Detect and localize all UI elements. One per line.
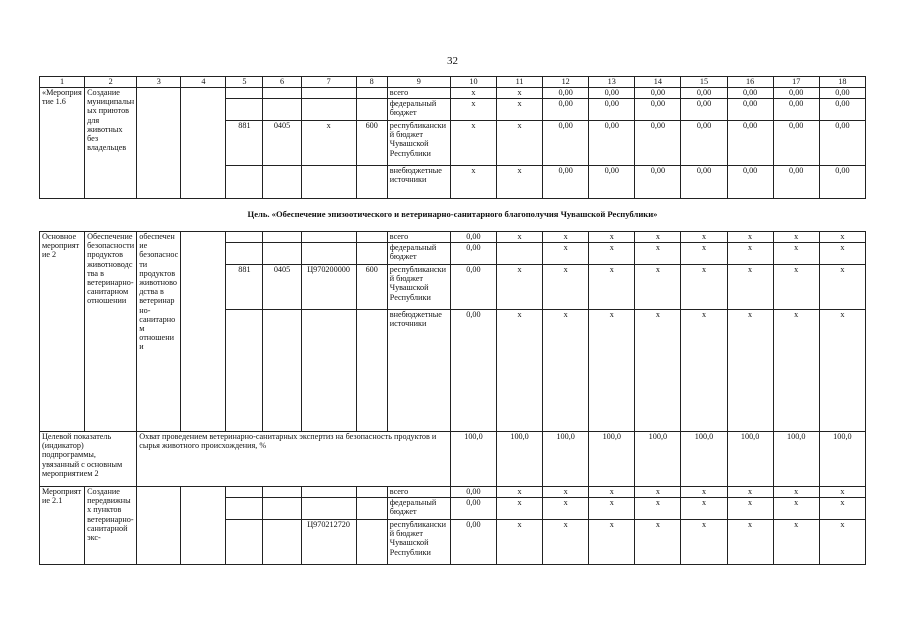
value-cell: 0,00 [635, 88, 681, 99]
column-number: 1 [40, 77, 85, 88]
value-cell: x [635, 243, 681, 265]
value-cell: x [727, 243, 773, 265]
value-cell: 100,0 [681, 432, 727, 487]
value-cell: 0,00 [450, 520, 496, 565]
empty-cell [137, 88, 181, 199]
value-cell: 100,0 [819, 432, 865, 487]
value-cell: 0,00 [727, 88, 773, 99]
empty-cell [263, 487, 301, 498]
value-cell: 100,0 [773, 432, 819, 487]
csr-code: Ц970200000 [301, 265, 356, 310]
value-cell: 0,00 [773, 166, 819, 199]
column-number: 15 [681, 77, 727, 88]
funding-source: республиканский бюджет Чувашской Республики [387, 265, 450, 310]
rz-code: 0405 [263, 121, 301, 166]
value-cell: x [727, 498, 773, 520]
value-cell: x [543, 520, 589, 565]
empty-cell [301, 487, 356, 498]
empty-cell [226, 166, 263, 199]
value-cell: 0,00 [450, 498, 496, 520]
empty-cell [356, 310, 387, 432]
value-cell: x [681, 487, 727, 498]
value-cell: x [773, 243, 819, 265]
value-cell: x [543, 243, 589, 265]
value-cell: 0,00 [819, 166, 865, 199]
value-cell: 0,00 [589, 166, 635, 199]
empty-cell [181, 487, 226, 565]
value-cell: x [819, 310, 865, 432]
empty-cell [356, 498, 387, 520]
value-cell: x [727, 265, 773, 310]
empty-cell [263, 520, 301, 565]
empty-cell [226, 88, 263, 99]
vr-code: 600 [356, 121, 387, 166]
value-cell: x [727, 487, 773, 498]
empty-cell [226, 487, 263, 498]
value-cell: x [681, 265, 727, 310]
empty-cell [263, 99, 301, 121]
value-cell: x [497, 121, 543, 166]
column-number: 13 [589, 77, 635, 88]
empty-cell [301, 166, 356, 199]
value-cell: x [497, 498, 543, 520]
value-cell: x [681, 232, 727, 243]
indicator-text: Охват проведением ветеринарно-санитарных экспертиз на безопасность продуктов и сырья животного происхождения, % [137, 432, 451, 487]
csr-code: x [301, 121, 356, 166]
empty-cell [301, 88, 356, 99]
value-cell: x [497, 88, 543, 99]
column-number: 16 [727, 77, 773, 88]
program-resource-table [39, 76, 866, 565]
empty-cell [263, 310, 301, 432]
value-cell: x [773, 232, 819, 243]
empty-cell [356, 487, 387, 498]
value-cell: x [635, 498, 681, 520]
rz-code: 0405 [263, 265, 301, 310]
value-cell: x [543, 310, 589, 432]
value-cell: 0,00 [450, 232, 496, 243]
measure-number: «Мероприятие 1.6 [40, 88, 85, 199]
value-cell: x [589, 310, 635, 432]
value-cell: 0,00 [589, 121, 635, 166]
value-cell: 0,00 [450, 243, 496, 265]
empty-cell [301, 99, 356, 121]
value-cell: 0,00 [543, 121, 589, 166]
empty-cell [356, 166, 387, 199]
value-cell: x [497, 310, 543, 432]
measure-name: Создание муниципальных приютов для животных без владельцев [85, 88, 137, 199]
value-cell: x [543, 487, 589, 498]
empty-cell [301, 243, 356, 265]
empty-cell [263, 498, 301, 520]
funding-source: федеральный бюджет [387, 99, 450, 121]
empty-cell [181, 88, 226, 199]
measure-goal: обеспечение безопасности продуктов животноводства в ветеринарно-санитарном отношении [137, 232, 181, 432]
value-cell: x [497, 520, 543, 565]
value-cell: 0,00 [773, 121, 819, 166]
column-number: 3 [137, 77, 181, 88]
empty-cell [226, 498, 263, 520]
value-cell: 0,00 [635, 99, 681, 121]
value-cell: 0,00 [450, 487, 496, 498]
goal-heading: Цель. «Обеспечение эпизоотического и ветеринарно-санитарного благополучия Чувашской Республики» [40, 199, 866, 232]
empty-cell [356, 88, 387, 99]
empty-cell [226, 99, 263, 121]
grbs-code: 881 [226, 121, 263, 166]
empty-cell [301, 498, 356, 520]
value-cell: x [497, 265, 543, 310]
column-number: 10 [450, 77, 496, 88]
empty-cell [137, 487, 181, 565]
value-cell: x [819, 265, 865, 310]
value-cell: x [773, 520, 819, 565]
value-cell: x [589, 487, 635, 498]
value-cell: x [450, 166, 496, 199]
empty-cell [356, 99, 387, 121]
value-cell: 0,00 [543, 166, 589, 199]
column-number: 18 [819, 77, 865, 88]
value-cell: x [543, 498, 589, 520]
value-cell: x [589, 243, 635, 265]
funding-source: республиканский бюджет Чувашской Республики [387, 520, 450, 565]
empty-cell [226, 520, 263, 565]
value-cell: x [450, 121, 496, 166]
value-cell: x [635, 310, 681, 432]
empty-cell [263, 232, 301, 243]
column-number: 17 [773, 77, 819, 88]
grbs-code: 881 [226, 265, 263, 310]
value-cell: x [543, 232, 589, 243]
value-cell: x [681, 498, 727, 520]
measure-name: Создание передвижных пунктов ветеринарно-санитарной экс- [85, 487, 137, 565]
value-cell: x [635, 265, 681, 310]
value-cell: x [450, 99, 496, 121]
value-cell: 0,00 [681, 88, 727, 99]
funding-source: республиканский бюджет Чувашской Республики [387, 121, 450, 166]
funding-source: всего [387, 232, 450, 243]
table-row [40, 487, 866, 498]
value-cell: 100,0 [497, 432, 543, 487]
value-cell: 100,0 [727, 432, 773, 487]
funding-source: внебюджетные источники [387, 166, 450, 199]
funding-source: федеральный бюджет [387, 243, 450, 265]
value-cell: x [589, 232, 635, 243]
value-cell: x [727, 520, 773, 565]
goal-row [40, 199, 866, 232]
value-cell: x [819, 232, 865, 243]
csr-code: Ц970212720 [301, 520, 356, 565]
funding-source: федеральный бюджет [387, 498, 450, 520]
column-number: 6 [263, 77, 301, 88]
column-number: 2 [85, 77, 137, 88]
column-number: 9 [387, 77, 450, 88]
value-cell: x [819, 487, 865, 498]
value-cell: x [497, 166, 543, 199]
empty-cell [263, 243, 301, 265]
funding-source: всего [387, 88, 450, 99]
value-cell: x [773, 487, 819, 498]
value-cell: 0,00 [681, 99, 727, 121]
value-cell: 0,00 [727, 99, 773, 121]
empty-cell [301, 310, 356, 432]
value-cell: x [497, 99, 543, 121]
empty-cell [263, 166, 301, 199]
value-cell: 0,00 [681, 166, 727, 199]
value-cell: 100,0 [543, 432, 589, 487]
value-cell: 0,00 [543, 99, 589, 121]
value-cell: 0,00 [589, 99, 635, 121]
funding-source: внебюджетные источники [387, 310, 450, 432]
value-cell: 0,00 [589, 88, 635, 99]
value-cell: x [819, 243, 865, 265]
value-cell: 0,00 [543, 88, 589, 99]
value-cell: 100,0 [450, 432, 496, 487]
value-cell: x [635, 520, 681, 565]
empty-cell [226, 232, 263, 243]
measure-number: Мероприятие 2.1 [40, 487, 85, 565]
empty-cell [301, 232, 356, 243]
value-cell: 0,00 [635, 166, 681, 199]
empty-cell [226, 243, 263, 265]
value-cell: 0,00 [450, 265, 496, 310]
value-cell: x [819, 498, 865, 520]
indicator-label: Целевой показатель (индикатор) подпрограммы, увязанный с основным мероприятием 2 [40, 432, 137, 487]
value-cell: 0,00 [681, 121, 727, 166]
column-number: 14 [635, 77, 681, 88]
column-number-row [40, 77, 866, 88]
empty-cell [226, 310, 263, 432]
value-cell: x [727, 310, 773, 432]
value-cell: 0,00 [773, 99, 819, 121]
value-cell: 0,00 [819, 121, 865, 166]
empty-cell [356, 520, 387, 565]
value-cell [497, 243, 543, 265]
value-cell: 0,00 [450, 310, 496, 432]
value-cell: 0,00 [727, 121, 773, 166]
value-cell: x [543, 265, 589, 310]
column-number: 4 [181, 77, 226, 88]
column-number: 11 [497, 77, 543, 88]
table-row [40, 232, 866, 243]
value-cell: x [635, 232, 681, 243]
value-cell: x [635, 487, 681, 498]
column-number: 12 [543, 77, 589, 88]
measure-name: Обеспечение безопасности продуктов животноводства в ветеринарно-санитарном отношении [85, 232, 137, 432]
value-cell: 0,00 [635, 121, 681, 166]
empty-cell [181, 232, 226, 432]
value-cell: 100,0 [589, 432, 635, 487]
vr-code: 600 [356, 265, 387, 310]
value-cell: x [589, 265, 635, 310]
table-row [40, 88, 866, 99]
value-cell: x [497, 487, 543, 498]
empty-cell [263, 88, 301, 99]
indicator-row [40, 432, 866, 487]
empty-cell [356, 243, 387, 265]
value-cell: 0,00 [773, 88, 819, 99]
value-cell: x [681, 243, 727, 265]
funding-source: всего [387, 487, 450, 498]
column-number: 5 [226, 77, 263, 88]
empty-cell [356, 232, 387, 243]
value-cell: x [589, 520, 635, 565]
value-cell: 0,00 [727, 166, 773, 199]
value-cell: x [497, 232, 543, 243]
value-cell: x [450, 88, 496, 99]
value-cell: x [681, 520, 727, 565]
program-table-frame [39, 76, 866, 565]
column-number: 8 [356, 77, 387, 88]
value-cell: x [681, 310, 727, 432]
value-cell: x [589, 498, 635, 520]
page-number: 32 [447, 55, 458, 67]
column-number: 7 [301, 77, 356, 88]
value-cell: 0,00 [819, 88, 865, 99]
value-cell: x [819, 520, 865, 565]
value-cell: x [773, 310, 819, 432]
value-cell: 100,0 [635, 432, 681, 487]
value-cell: 0,00 [819, 99, 865, 121]
value-cell: x [773, 498, 819, 520]
value-cell: x [727, 232, 773, 243]
value-cell: x [773, 265, 819, 310]
measure-number: Основное мероприятие 2 [40, 232, 85, 432]
